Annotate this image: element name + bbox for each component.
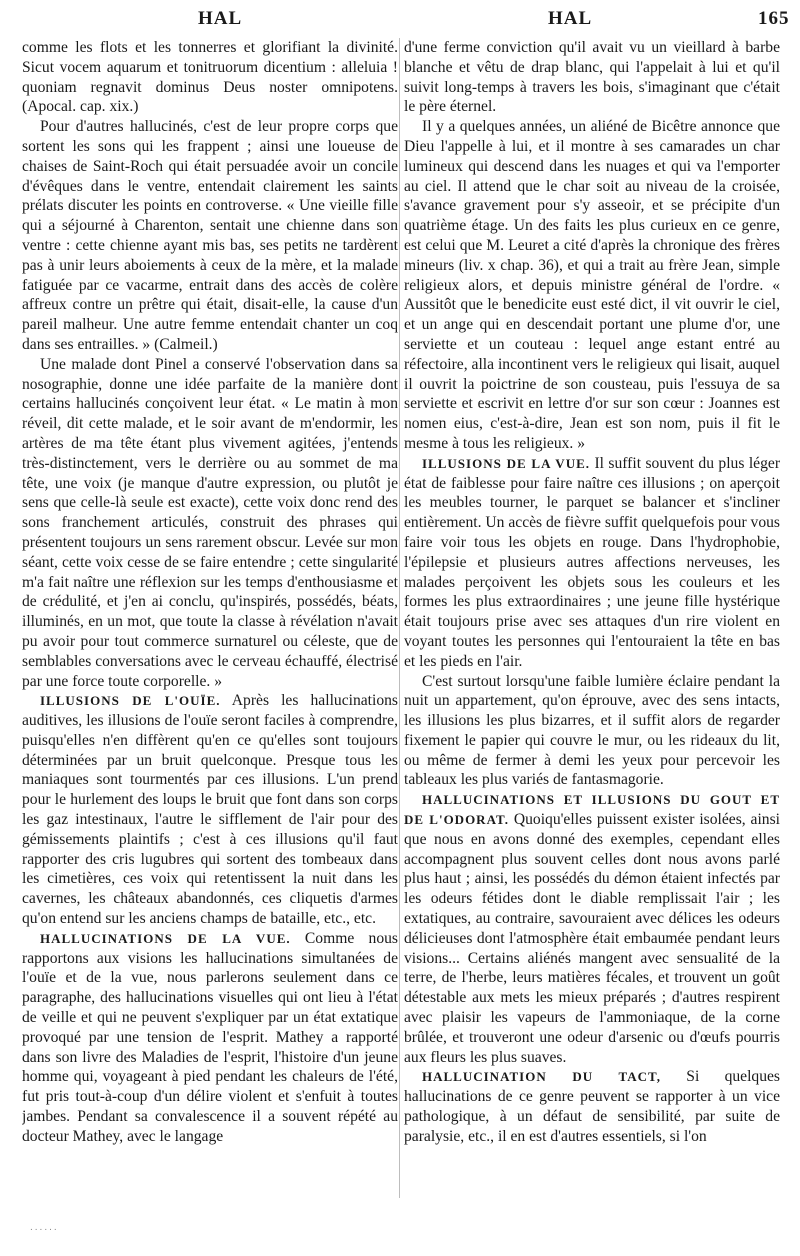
paragraph — [22, 38, 398, 117]
section-heading: HALLUCINATIONS ET ILLUSIONS DU GOUT ET DE L'ODORAT. — [404, 792, 780, 828]
page-footer-mark: ...... — [30, 1222, 59, 1233]
paragraph — [404, 117, 780, 454]
section-heading: ILLUSIONS DE LA VUE. — [422, 455, 591, 471]
paragraph — [404, 38, 780, 117]
column-divider — [399, 38, 400, 1198]
paragraph — [22, 929, 398, 1147]
paragraph-text: Une malade dont Pinel a conservé l'observation dans sa nosographie, donne une idée parfaite de la manière dont certains hallucinés conçoivent leur état. « Le matin à mon réveil, dit cette malade, et le soir avant de m'endormir, les artères de ma tête étant plus vivement agitées, j'entends très-distinctement, vers le derrière ou au sommet de ma tête, une voix (je manque d'autre expression, ou plutôt je sens que celle-là seule est exacte), cette voix donc rend des sons franchement articulés, construit des phrases qui présentent toujours un sens rarement obscur. Levée sur mon séant, cette voix cesse de se faire entendre ; cette singularité m'a fait naître une réflexion sur les temps d'enthousiasme et de crédulité, et j'en ai conclu, qu'inspirés, possédés, béats, illuminés, en un mot, que toute la classe à révélation n'avait pu avoir pour tout commerce surnaturel ou céleste, que de semblables conversations avec le cerveau échauffé, électrisé par une force toute corporelle. » — [22, 355, 398, 690]
paragraph-text: Il y a quelques années, un aliéné de Bicêtre annonce que Dieu l'appelle à lui, et il montre à ses camarades un char lumineux qui descend dans les nuages et qui va l'emporter au ciel. Il attend que le char soit au niveau de la croisée, s'avance gravement pour s'y asseoir, et se précipite d'un quatrième étage. Un des faits les plus curieux en ce genre, est celui que M. Leuret a cité d'après la chronique des frères mineurs (liv. x chap. 36), et qui a trait au frère Jean, simple religieux alors, et depuis ministre général de l'ordre. « Aussitôt que le benedicite eust esté dict, il vit ouvrir le ciel, et un ange qui en descendait portant une plume d'or, une serviette et un couteau : lequel ange estant entré au réfectoire, alla incontinent vers le religieux qui lisait, auquel il ouvrit la poictrine de son cousteau, puis l'essuya de sa serviette et escrivit en lettre d'or sur son cœur : Joannes est nomen eius, c'est-à-dire, Jean est son nom, puis il fit le mesme à tous les religieux. » — [404, 118, 780, 452]
paragraph — [404, 454, 780, 672]
running-head-right: HAL — [548, 8, 593, 29]
page-header — [0, 8, 800, 34]
paragraph — [22, 355, 398, 692]
paragraph-text: Comme nous rapportons aux visions les hallucinations simultanées de l'ouïe et de la vue, nous parlerons seulement dans ce paragraphe, des hallucinations visuelles qui ont lieu à l'état de veille et qui ne peuvent s'expliquer par un état extatique provoqué par une tension de l'esprit. Mathey a rapporté dans son livre des Maladies de l'esprit, l'histoire d'un jeune homme qui, voyageant à pied pendant les chaleurs de l'été, fut pris tout-à-coup d'un délire violent et s'enfuit à toutes jambes. Pendant sa convalescence il a souvent répété au docteur Mathey, avec le langage — [22, 929, 398, 1145]
left-column — [22, 38, 398, 1198]
paragraph-text: Après les hallucinations auditives, les illusions de l'ouïe seront faciles à comprendre, puisqu'elles n'en diffèrent qu'en ce qu'elles sont toujours déterminées par un bruit quelconque. Presque tous les maniaques sont tourmentés par ces illusions. L'un prend pour le hurlement des loups le bruit que font dans son corps les gaz intestinaux, l'autre le sifflement de l'air pour des gémissements plaintifs ; c'est à ces illusions qu'il faut rapporter des cris lugubres qui sortent des tombeaux dans les cimetières, ces voix qui retentissent la nuit dans les cavernes, les châteaux abandonnés, ces cliquetis d'armes qu'on entend sur les anciens champs de bataille, etc., etc. — [22, 692, 398, 928]
section-heading: ILLUSIONS DE L'OUÏE. — [40, 693, 221, 709]
paragraph-text: Pour d'autres hallucinés, c'est de leur propre corps que sortent les sons qui les frappent ; ainsi une loueuse de chaises de Saint-Roch qui était persuadée avoir un concile d'évêques dans le ventre, entendait clairement les saints prélats discuter les points en controverse. « Une vieille fille qui a séjourné à Charenton, sentait une chienne dans son ventre : cette chienne ayant mis bas, ses petits ne tardèrent pas à unir leurs aboiements à ceux de la mère, et la malade fatiguée par ce vacarme, entrait dans des accès de colère affreux contre un prêtre qui était, disait-elle, la cause d'un pareil malheur. Une autre femme entendait chanter un coq dans ses entrailles. » (Calmeil.) — [22, 118, 398, 353]
section-heading: HALLUCINATION DU TACT, — [422, 1069, 661, 1085]
paragraph-text: Si quelques hallucinations de ce genre peuvent se rapporter à un vice pathologique, à un défaut de sensibilité, par suite de paralysie, etc., il en est d'autres essentiels, si l'on — [404, 1068, 780, 1145]
page-number: 165 — [758, 8, 790, 29]
paragraph-text: comme les flots et les tonnerres et glorifiant la divinité. Sicut vocem aquarum et tonitruorum dicentium : alleluia ! quoniam regnavit dominus Deus noster omnipotens. (Apocal. cap. xix.) — [22, 39, 398, 116]
paragraph — [404, 1067, 780, 1146]
running-head-left: HAL — [198, 8, 243, 29]
section-heading: HALLUCINATIONS DE LA VUE. — [40, 930, 291, 946]
paragraph — [22, 691, 398, 929]
paragraph — [404, 672, 780, 791]
right-column — [404, 38, 780, 1198]
paragraph — [404, 790, 780, 1067]
paragraph — [22, 117, 398, 355]
paragraph-text: d'une ferme conviction qu'il avait vu un vieillard à barbe blanche et vêtu de drap blanc, qui l'appelait à lui et qu'il suivit long-temps à travers les bois, s'imaginant que c'était le père éternel. — [404, 39, 780, 116]
paragraph-text: Il suffit souvent du plus léger état de faiblesse pour faire naître ces illusions ; on aperçoit les meubles tourner, le parquet se balancer et s'incliner entièrement. Un accès de fièvre suffit quelquefois pour vous faire voir tous les objets en rouge. Dans l'hydrophobie, l'épilepsie et plusieurs autres affections nerveuses, les malades perçoivent les objets sous les couleurs et les formes les plus extraordinaires ; une jeune fille hystérique était toujours prise avec ses attaques d'un rire violent en voyant toutes les personnes qui l'entouraient la tête en bas et les pieds en l'air. — [404, 454, 780, 670]
paragraph-text: C'est surtout lorsqu'une faible lumière éclaire pendant la nuit un appartement, qu'on éprouve, avec des sens intacts, les illusions les plus bizarres, et il suffit alors de regarder fixement le papier qui couvre le mur, ou les rideaux du lit, ou même de fermer à demi les yeux pour percevoir les tableaux les plus variés de fantasmagorie. — [404, 672, 780, 789]
paragraph-text: Quoiqu'elles puissent exister isolées, ainsi que nous en avons donné des exemples, cependant elles accompagnent plus souvent celles dont nous avons parlé plus haut ; ainsi, les possédés du démon étaient infectés par les odeurs fétides dont le diable remplissait l'air ; les extatiques, au contraire, savouraient avec délices les odeurs délicieuses dont l'atmosphère était embaumée pendant leurs visions... Certains aliénés mangent avec sensualité de la terre, de l'herbe, leurs matières fécales, et trouvent un goût détestable aux mets les mieux préparés ; d'autres respirent avec plaisir les vapeurs de l'ammoniaque, de la corne brûlée, et trouveront une odeur d'arsenic ou d'œufs pourris aux fleurs les plus suaves. — [404, 811, 780, 1066]
